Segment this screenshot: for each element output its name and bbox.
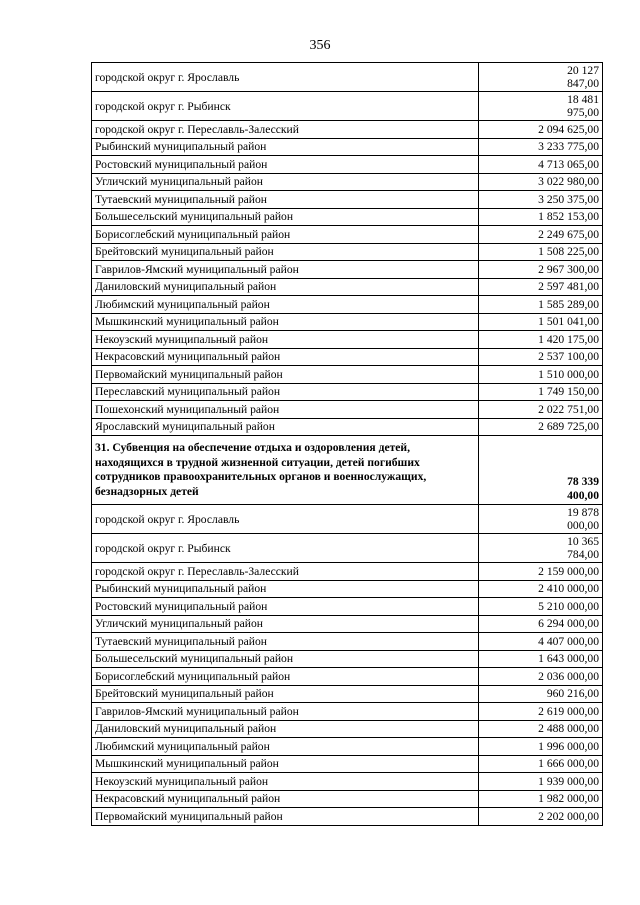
amount-cell: [479, 580, 603, 598]
municipality-name: Ростовский муниципальный район: [92, 156, 479, 174]
table-row: [92, 534, 603, 563]
amount-line: 1 508 225,00: [538, 245, 599, 259]
amount-cell: [479, 173, 603, 191]
amount-line: 2 202 000,00: [538, 809, 599, 823]
amount-cell: [479, 63, 603, 92]
amount-cell: [479, 790, 603, 808]
table-row: [92, 598, 603, 616]
municipality-name: Даниловский муниципальный район: [92, 720, 479, 738]
amount-line: 2 249 675,00: [538, 227, 599, 241]
municipality-name: Любимский муниципальный район: [92, 296, 479, 314]
municipality-name: Гаврилов-Ямский муниципальный район: [92, 261, 479, 279]
amount-line: 1 510 000,00: [538, 367, 599, 381]
municipality-name: Пошехонский муниципальный район: [92, 401, 479, 419]
table-row: [92, 121, 603, 139]
municipality-name: Ярославский муниципальный район: [92, 418, 479, 436]
table-row: [92, 63, 603, 92]
table-row: [92, 156, 603, 174]
amount-cell: [479, 418, 603, 436]
table-row: [92, 633, 603, 651]
municipality-name: Брейтовский муниципальный район: [92, 685, 479, 703]
amount-line: 10 365: [567, 534, 599, 548]
amount-cell: [479, 755, 603, 773]
table-row: [92, 615, 603, 633]
municipality-name: Мышкинский муниципальный район: [92, 755, 479, 773]
table-row: [92, 703, 603, 721]
amount-line: 1 749 150,00: [538, 385, 599, 399]
table-body-bottom: [92, 505, 603, 826]
municipality-name: городской округ г. Ярославль: [92, 63, 479, 92]
amount-cell: [479, 650, 603, 668]
municipality-name: Ростовский муниципальный район: [92, 598, 479, 616]
table-row: [92, 226, 603, 244]
municipality-name: Большесельский муниципальный район: [92, 650, 479, 668]
amount-line: 1 420 175,00: [538, 332, 599, 346]
amount-line: 2 159 000,00: [538, 564, 599, 578]
municipality-name: Тутаевский муниципальный район: [92, 191, 479, 209]
amount-line: 6 294 000,00: [538, 617, 599, 631]
amount-cell: [479, 685, 603, 703]
table-row: [92, 790, 603, 808]
amount-cell: [479, 808, 603, 826]
amount-line: 3 233 775,00: [538, 140, 599, 154]
table-row: [92, 173, 603, 191]
section-header: [92, 436, 603, 505]
municipality-name: городской округ г. Переславль-Залесский: [92, 121, 479, 139]
amount-cell: [479, 720, 603, 738]
amount-cell: [479, 366, 603, 384]
amount-line: 1 852 153,00: [538, 210, 599, 224]
table-row: [92, 331, 603, 349]
amount-cell: [479, 138, 603, 156]
amount-line: 1 585 289,00: [538, 297, 599, 311]
table-row: [92, 191, 603, 209]
amount-line: 975,00: [567, 106, 599, 119]
amount-line: 3 022 980,00: [538, 175, 599, 189]
table-row: [92, 505, 603, 534]
municipality-name: Мышкинский муниципальный район: [92, 313, 479, 331]
amount-cell: [479, 331, 603, 349]
table-row: [92, 650, 603, 668]
municipality-name: Первомайский муниципальный район: [92, 808, 479, 826]
amount-cell: [479, 598, 603, 616]
amount-line: 19 878: [567, 505, 599, 519]
table-row: [92, 138, 603, 156]
table-row: [92, 261, 603, 279]
amount-line: 3 250 375,00: [538, 192, 599, 206]
amount-line: 4 713 065,00: [538, 157, 599, 171]
table-row: [92, 366, 603, 384]
municipality-name: Рыбинский муниципальный район: [92, 138, 479, 156]
amount-line: 2 036 000,00: [538, 669, 599, 683]
municipality-name: Рыбинский муниципальный район: [92, 580, 479, 598]
amount-cell: [479, 401, 603, 419]
table-row: [92, 313, 603, 331]
municipality-name: Гаврилов-Ямский муниципальный район: [92, 703, 479, 721]
section-amount: [479, 436, 603, 505]
municipality-name: Некоузский муниципальный район: [92, 773, 479, 791]
section-row: [92, 436, 603, 505]
municipality-name: городской округ г. Рыбинск: [92, 534, 479, 563]
table-row: [92, 418, 603, 436]
amount-line: 1 982 000,00: [538, 792, 599, 806]
amount-cell: [479, 296, 603, 314]
amount-cell: [479, 738, 603, 756]
table-row: [92, 808, 603, 826]
page-number: 356: [309, 38, 331, 53]
municipality-name: Тутаевский муниципальный район: [92, 633, 479, 651]
table-row: [92, 296, 603, 314]
amount-cell: [479, 615, 603, 633]
amount-cell: [479, 703, 603, 721]
table-row: [92, 563, 603, 581]
amount-cell: [479, 92, 603, 121]
table-row: [92, 685, 603, 703]
table-row: [92, 720, 603, 738]
table-row: [92, 773, 603, 791]
municipality-name: Некрасовский муниципальный район: [92, 790, 479, 808]
table-row: [92, 208, 603, 226]
amount-line: 2 410 000,00: [538, 582, 599, 596]
amount-line: 960 216,00: [546, 687, 599, 701]
table-row: [92, 668, 603, 686]
amount-cell: [479, 226, 603, 244]
table-row: [92, 92, 603, 121]
amount-cell: [479, 383, 603, 401]
amount-line: 5 210 000,00: [538, 599, 599, 613]
amount-cell: [479, 505, 603, 534]
amount-line: 1 501 041,00: [538, 315, 599, 329]
amount-line: 1 996 000,00: [538, 739, 599, 753]
amount-line: 2 022 751,00: [538, 402, 599, 416]
amount-cell: [479, 208, 603, 226]
amount-line: 20 127: [567, 63, 599, 77]
amount-line: 2 689 725,00: [538, 420, 599, 434]
table-row: [92, 383, 603, 401]
amount-cell: [479, 563, 603, 581]
amount-line: 2 537 100,00: [538, 350, 599, 364]
table-row: [92, 738, 603, 756]
municipality-name: Большесельский муниципальный район: [92, 208, 479, 226]
amount-line: 4 407 000,00: [538, 634, 599, 648]
amount-line: 847,00: [567, 77, 599, 90]
amount-cell: [479, 243, 603, 261]
amount-line: 000,00: [567, 519, 599, 532]
amount-cell: [479, 156, 603, 174]
amount-line: 1 939 000,00: [538, 774, 599, 788]
amount-cell: [479, 633, 603, 651]
amount-line: 400,00: [567, 488, 599, 502]
budget-table: [91, 62, 603, 826]
municipality-name: Любимский муниципальный район: [92, 738, 479, 756]
municipality-name: Некрасовский муниципальный район: [92, 348, 479, 366]
amount-line: 18 481: [567, 92, 599, 106]
amount-cell: [479, 534, 603, 563]
municipality-name: городской округ г. Ярославль: [92, 505, 479, 534]
amount-cell: [479, 278, 603, 296]
municipality-name: Борисоглебский муниципальный район: [92, 226, 479, 244]
amount-line: 78 339: [567, 475, 599, 488]
amount-line: 1 643 000,00: [538, 652, 599, 666]
municipality-name: Угличский муниципальный район: [92, 173, 479, 191]
amount-line: 784,00: [567, 548, 599, 561]
municipality-name: Первомайский муниципальный район: [92, 366, 479, 384]
table-body-top: [92, 63, 603, 436]
amount-line: 2 619 000,00: [538, 704, 599, 718]
table-row: [92, 278, 603, 296]
municipality-name: Переславский муниципальный район: [92, 383, 479, 401]
amount-line: 2 597 481,00: [538, 280, 599, 294]
amount-cell: [479, 261, 603, 279]
table-row: [92, 580, 603, 598]
amount-line: 2 094 625,00: [538, 122, 599, 136]
amount-line: 2 488 000,00: [538, 722, 599, 736]
table-row: [92, 755, 603, 773]
amount-cell: [479, 313, 603, 331]
amount-cell: [479, 668, 603, 686]
amount-cell: [479, 121, 603, 139]
municipality-name: городской округ г. Переславль-Залесский: [92, 563, 479, 581]
municipality-name: Даниловский муниципальный район: [92, 278, 479, 296]
section-title: 31. Субвенция на обеспечение отдыха и оздоровления детей, находящихся в трудной жизненной ситуации, детей погибших сотрудников правоохранительных органов и военнослужащих, безнадзорных детей: [92, 436, 479, 505]
amount-line: 2 967 300,00: [538, 262, 599, 276]
table-row: [92, 348, 603, 366]
municipality-name: городской округ г. Рыбинск: [92, 92, 479, 121]
amount-cell: [479, 191, 603, 209]
table-row: [92, 401, 603, 419]
amount-cell: [479, 773, 603, 791]
table-row: [92, 243, 603, 261]
amount-cell: [479, 348, 603, 366]
municipality-name: Борисоглебский муниципальный район: [92, 668, 479, 686]
municipality-name: Угличский муниципальный район: [92, 615, 479, 633]
municipality-name: Брейтовский муниципальный район: [92, 243, 479, 261]
municipality-name: Некоузский муниципальный район: [92, 331, 479, 349]
amount-line: 1 666 000,00: [538, 757, 599, 771]
